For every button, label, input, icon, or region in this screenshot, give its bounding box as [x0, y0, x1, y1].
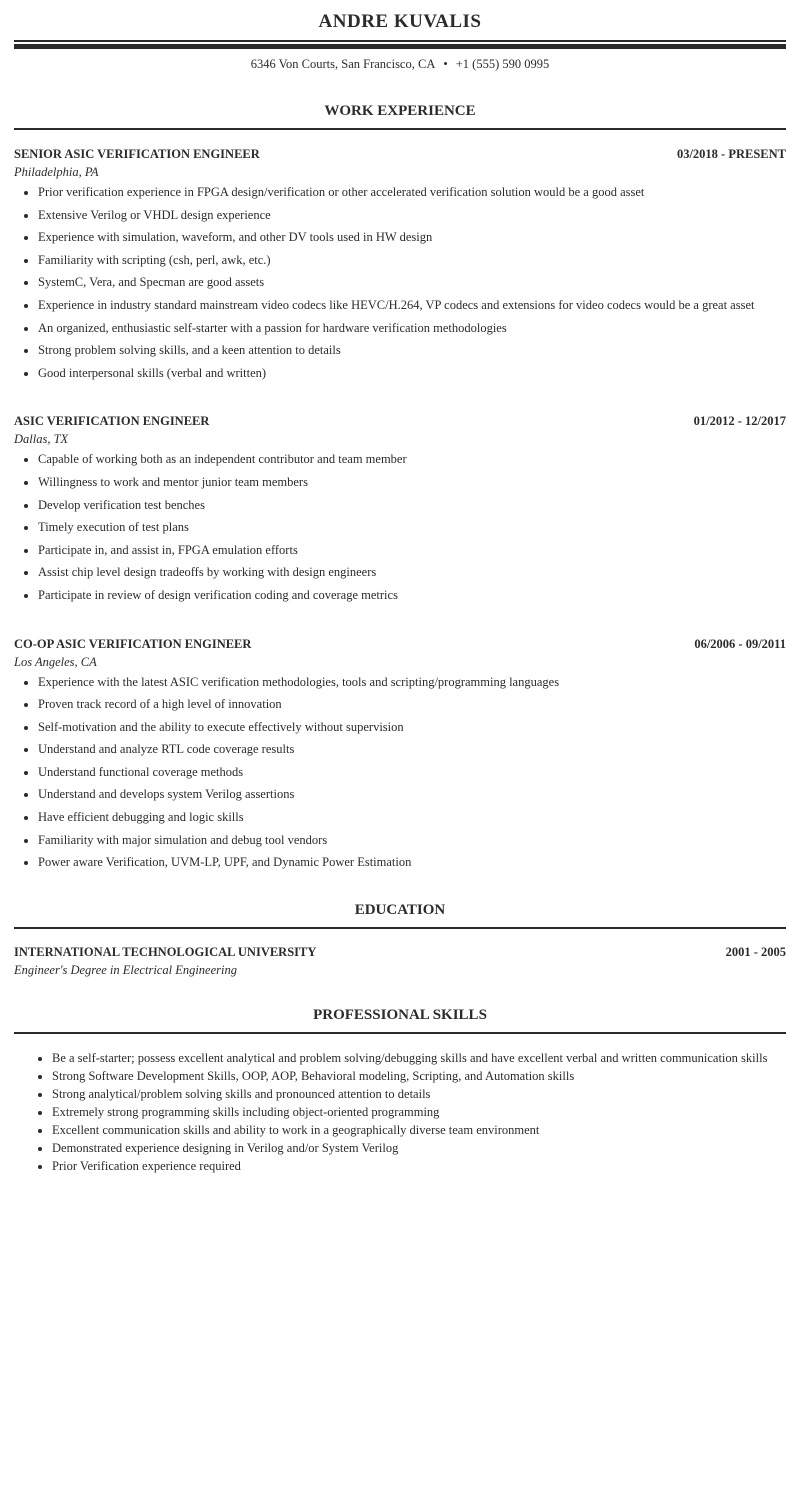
skills-section — [14, 1005, 786, 1175]
list-item: • Self-motivation and the ability to execute effectively without supervision — [38, 716, 786, 739]
degree: Engineer's Degree in Electrical Engineering — [14, 962, 237, 977]
section-divider — [14, 1032, 786, 1034]
education-header — [14, 943, 786, 961]
list-item: • Power aware Verification, UVM-LP, UPF, and Dynamic Power Estimation — [38, 851, 786, 874]
list-item: • Prior verification experience in FPGA design/verification or other accelerated verification solution would be a good asset — [38, 181, 786, 204]
list-item: • Understand functional coverage methods — [38, 761, 786, 784]
list-item: • Understand and develops system Verilog assertions — [38, 783, 786, 806]
list-item: • Assist chip level design tradeoffs by working with design engineers — [38, 561, 786, 584]
job-title: CO-OP ASIC VERIFICATION ENGINEER — [14, 636, 252, 651]
job-location: Dallas, TX — [14, 432, 69, 447]
list-item: • Proven track record of a high level of innovation — [38, 693, 786, 716]
candidate-name: ANDRE KUVALIS — [318, 11, 482, 32]
separator: • — [443, 57, 448, 71]
job-bullets — [14, 181, 786, 384]
list-item: • Strong analytical/problem solving skills and pronounced attention to details — [52, 1085, 786, 1103]
list-item: • Understand and analyze RTL code coverage results — [38, 738, 786, 761]
job-dates: 03/2018 - PRESENT — [676, 147, 786, 161]
list-item: • SystemC, Vera, and Specman are good assets — [38, 271, 786, 294]
list-item: • Strong problem solving skills, and a keen attention to details — [38, 339, 786, 362]
section-divider — [14, 128, 786, 130]
job-bullets — [14, 448, 786, 606]
list-item: • Extensive Verilog or VHDL design experience — [38, 204, 786, 227]
address: 6346 Von Courts, San Francisco, CA — [250, 57, 436, 71]
list-item: • Participate in, and assist in, FPGA emulation efforts — [38, 539, 786, 562]
job-entry — [14, 145, 786, 384]
list-item: • Familiarity with major simulation and debug tool vendors — [38, 829, 786, 852]
job-location: Philadelphia, PA — [14, 165, 99, 179]
list-item: • Experience in industry standard mainstream video codecs like HEVC/H.264, VP codecs and extensions for video codecs would be a great asset — [38, 294, 786, 317]
list-item: • Experience with the latest ASIC verification methodologies, tools and scripting/programming languages — [38, 671, 786, 694]
list-item: • Prior Verification experience required — [52, 1157, 786, 1175]
section-title: EDUCATION — [354, 901, 446, 918]
section-divider — [14, 927, 786, 929]
education-dates: 2001 - 2005 — [725, 944, 786, 959]
job-header — [14, 145, 786, 163]
contact-info — [14, 54, 786, 74]
job-title: SENIOR ASIC VERIFICATION ENGINEER — [14, 147, 260, 161]
job-dates: 01/2012 - 12/2017 — [693, 414, 786, 429]
list-item: • Timely execution of test plans — [38, 516, 786, 539]
header-divider — [14, 40, 786, 44]
education-section — [14, 900, 786, 979]
list-item: • Develop verification test benches — [38, 494, 786, 517]
list-item: • Willingness to work and mentor junior team members — [38, 471, 786, 494]
phone: +1 (555) 590 0995 — [455, 57, 550, 71]
list-item: • Be a self-starter; possess excellent analytical and problem solving/debugging skills and have excellent verbal and written communication skills — [52, 1049, 786, 1067]
school-name: INTERNATIONAL TECHNOLOGICAL UNIVERSITY — [14, 944, 317, 959]
job-entry — [14, 412, 786, 606]
list-item: • Demonstrated experience designing in Verilog and/or System Verilog — [52, 1139, 786, 1157]
skills-list — [14, 1049, 786, 1175]
list-item: • Extremely strong programming skills including object-oriented programming — [52, 1103, 786, 1121]
job-header — [14, 635, 786, 653]
list-item: • Capable of working both as an independent contributor and team member — [38, 448, 786, 471]
job-entry — [14, 635, 786, 874]
work-experience-section — [14, 101, 786, 874]
section-title: PROFESSIONAL SKILLS — [313, 1006, 487, 1023]
list-item: • Familiarity with scripting (csh, perl, awk, etc.) — [38, 249, 786, 272]
list-item: • Participate in review of design verification coding and coverage metrics — [38, 584, 786, 607]
section-title: WORK EXPERIENCE — [324, 103, 476, 119]
list-item: • Strong Software Development Skills, OOP, AOP, Behavioral modeling, Scripting, and Automation skills — [52, 1067, 786, 1085]
job-title: ASIC VERIFICATION ENGINEER — [14, 414, 210, 429]
list-item: • Experience with simulation, waveform, and other DV tools used in HW design — [38, 226, 786, 249]
job-header — [14, 412, 786, 430]
list-item: • Have efficient debugging and logic skills — [38, 806, 786, 829]
job-location: Los Angeles, CA — [14, 654, 97, 669]
list-item: • An organized, enthusiastic self-starter with a passion for hardware verification methodologies — [38, 317, 786, 340]
job-dates: 06/2006 - 09/2011 — [694, 636, 786, 651]
list-item: • Excellent communication skills and ability to work in a geographically diverse team environment — [52, 1121, 786, 1139]
list-item: • Good interpersonal skills (verbal and written) — [38, 362, 786, 385]
job-bullets — [14, 671, 786, 874]
